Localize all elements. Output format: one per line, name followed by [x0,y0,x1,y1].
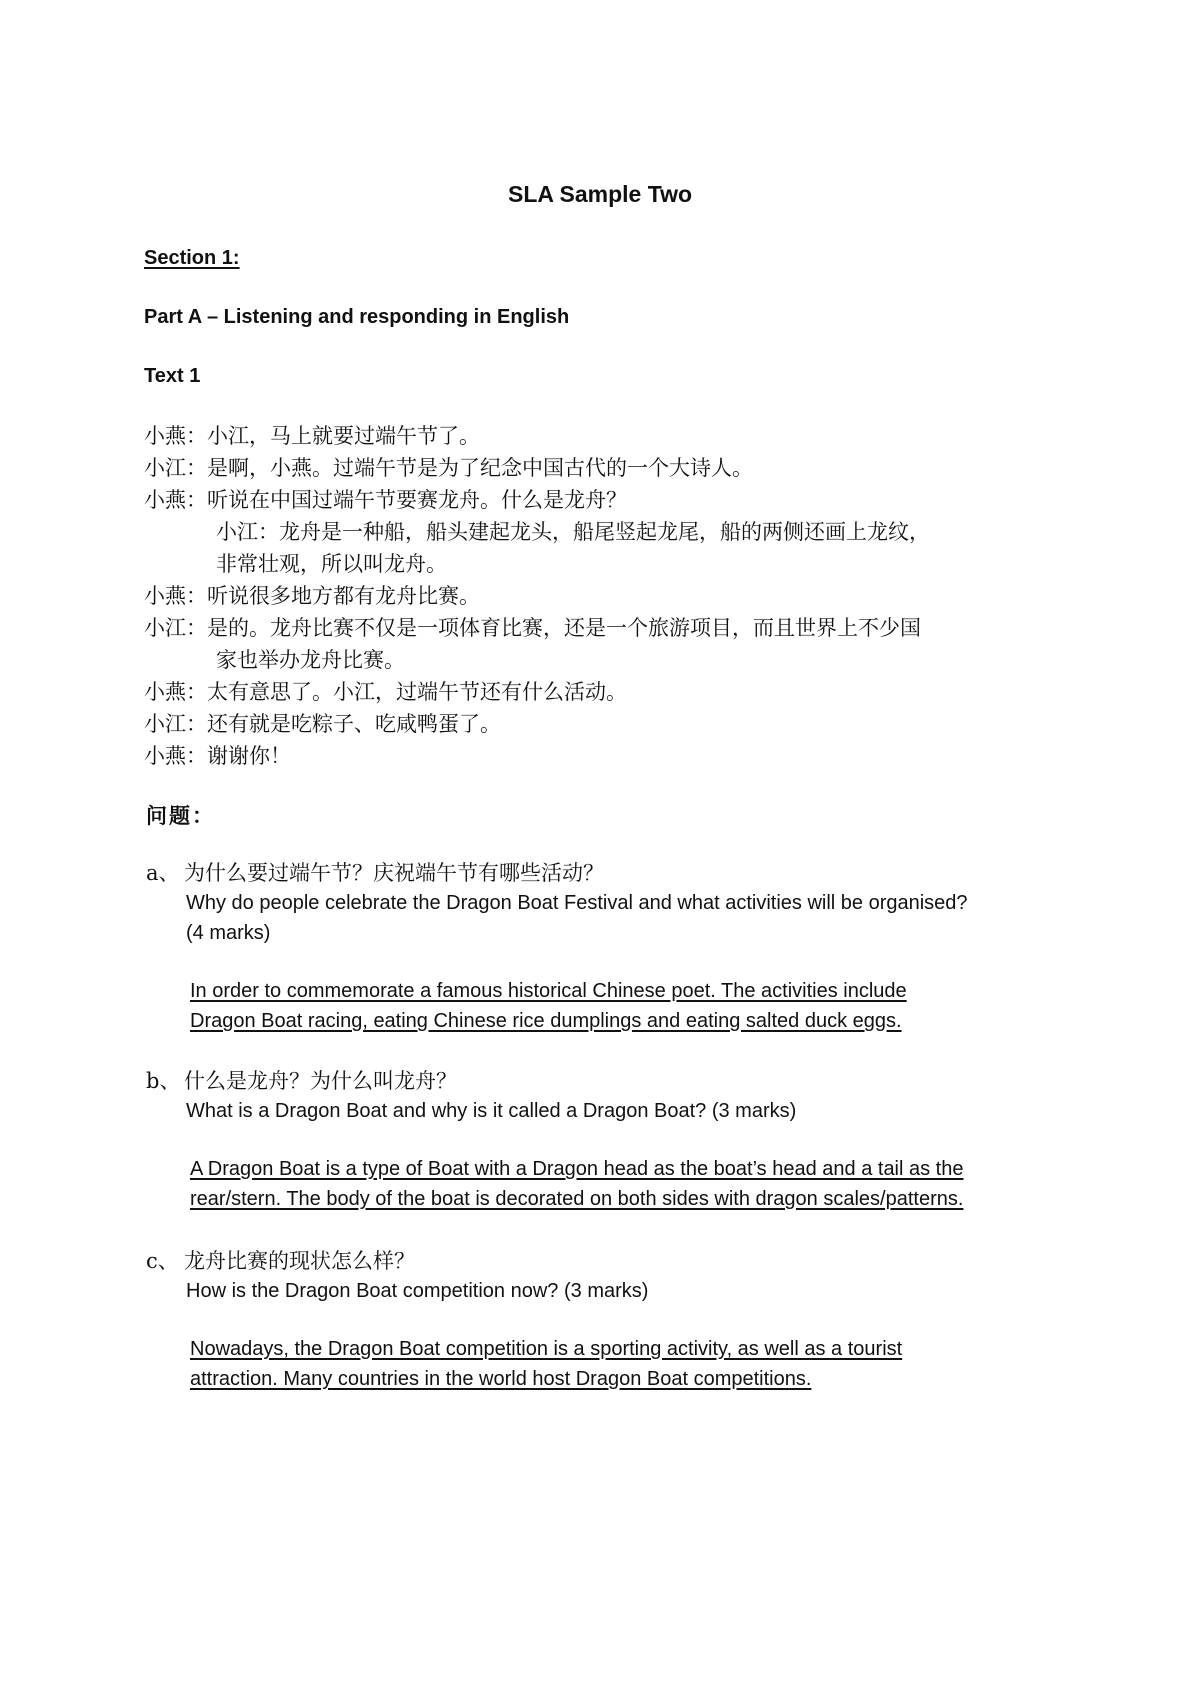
question-chinese [146,1246,1086,1276]
dialogue-line [144,612,1084,644]
dialogue-speaker: 小燕： [144,488,207,512]
dialogue-text: 听说在中国过端午节要赛龙舟。什么是龙舟？ [207,488,627,512]
answer-line: A Dragon Boat is a type of Boat with a Dragon head as the boat’s head and a tail as the [190,1158,964,1180]
dialogue-speaker: 小江： [144,456,207,480]
dialogue-speaker: 小燕： [144,424,207,448]
dialogue-text: 还有就是吃粽子、吃咸鸭蛋了。 [207,712,501,736]
answer-line: In order to commemorate a famous historical Chinese poet. The activities include [190,980,907,1002]
answer-line: rear/stern. The body of the boat is decorated on both sides with dragon scales/patterns. [190,1188,964,1210]
question-answer [190,1334,1086,1394]
question-chinese-text: 龙舟比赛的现状怎么样？ [184,1249,415,1273]
question-english: What is a Dragon Boat and why is it called a Dragon Boat? (3 marks) [186,1100,797,1122]
dialogue-text: 是啊，小燕。过端午节是为了纪念中国古代的一个大诗人。 [207,456,753,480]
document-title [0,181,1200,208]
dialogue-line [144,452,1084,484]
document-title-text: SLA Sample Two [507,181,693,207]
question-letter: c、 [146,1249,179,1273]
question-marks: (4 marks) [186,922,271,944]
question-chinese-text: 为什么要过端午节？庆祝端午节有哪些活动？ [184,861,604,885]
answer-line: Nowadays, the Dragon Boat competition is a sporting activity, as well as a tourist [190,1338,903,1360]
questions-heading: 问题： [146,804,215,828]
dialogue-text: 谢谢你！ [207,744,291,768]
part-heading: Part A – Listening and responding in English [144,306,570,328]
question-b [146,1066,1086,1214]
dialogue-text: 是的。龙舟比赛不仅是一项体育比赛，还是一个旅游项目，而且世界上不少国 [207,616,921,640]
question-answer [190,1154,1086,1214]
question-chinese [146,858,1086,888]
dialogue-continuation: 家也举办龙舟比赛。 [216,648,405,672]
dialogue-block [144,420,1084,772]
dialogue-speaker: 小燕： [144,584,207,608]
section-heading: Section 1: [144,247,240,269]
question-a [146,858,1086,1036]
dialogue-speaker: 小江： [144,712,207,736]
dialogue-text: 龙舟是一种船，船头建起龙头，船尾竖起龙尾，船的两侧还画上龙纹， [279,520,930,544]
question-english: Why do people celebrate the Dragon Boat Festival and what activities will be organised? [186,892,968,914]
dialogue-speaker: 小江： [144,616,207,640]
dialogue-text: 太有意思了。小江，过端午节还有什么活动。 [207,680,627,704]
dialogue-speaker: 小江： [216,520,279,544]
question-chinese-text: 什么是龙舟？为什么叫龙舟？ [184,1069,457,1093]
dialogue-line [144,420,1084,452]
dialogue-continuation-line [144,644,1084,676]
text-heading: Text 1 [144,365,201,387]
dialogue-line [144,484,1084,516]
dialogue-line [144,740,1084,772]
dialogue-speaker: 小燕： [144,680,207,704]
question-english: How is the Dragon Boat competition now? (3 marks) [186,1280,649,1302]
dialogue-continuation: 非常壮观，所以叫龙舟。 [216,552,447,576]
dialogue-line [144,676,1084,708]
question-c [146,1246,1086,1394]
dialogue-continuation-line [144,548,1084,580]
dialogue-text: 听说很多地方都有龙舟比赛。 [207,584,480,608]
answer-line: attraction. Many countries in the world host Dragon Boat competitions. [190,1368,812,1390]
dialogue-line [144,708,1084,740]
question-letter: b、 [146,1069,181,1093]
answer-line: Dragon Boat racing, eating Chinese rice dumplings and eating salted duck eggs. [190,1010,902,1032]
question-chinese [146,1066,1086,1096]
dialogue-line [144,580,1084,612]
question-letter: a、 [146,861,180,885]
question-answer [190,976,1086,1036]
dialogue-text: 小江，马上就要过端午节了。 [207,424,480,448]
dialogue-speaker: 小燕： [144,744,207,768]
dialogue-line [144,516,1084,548]
